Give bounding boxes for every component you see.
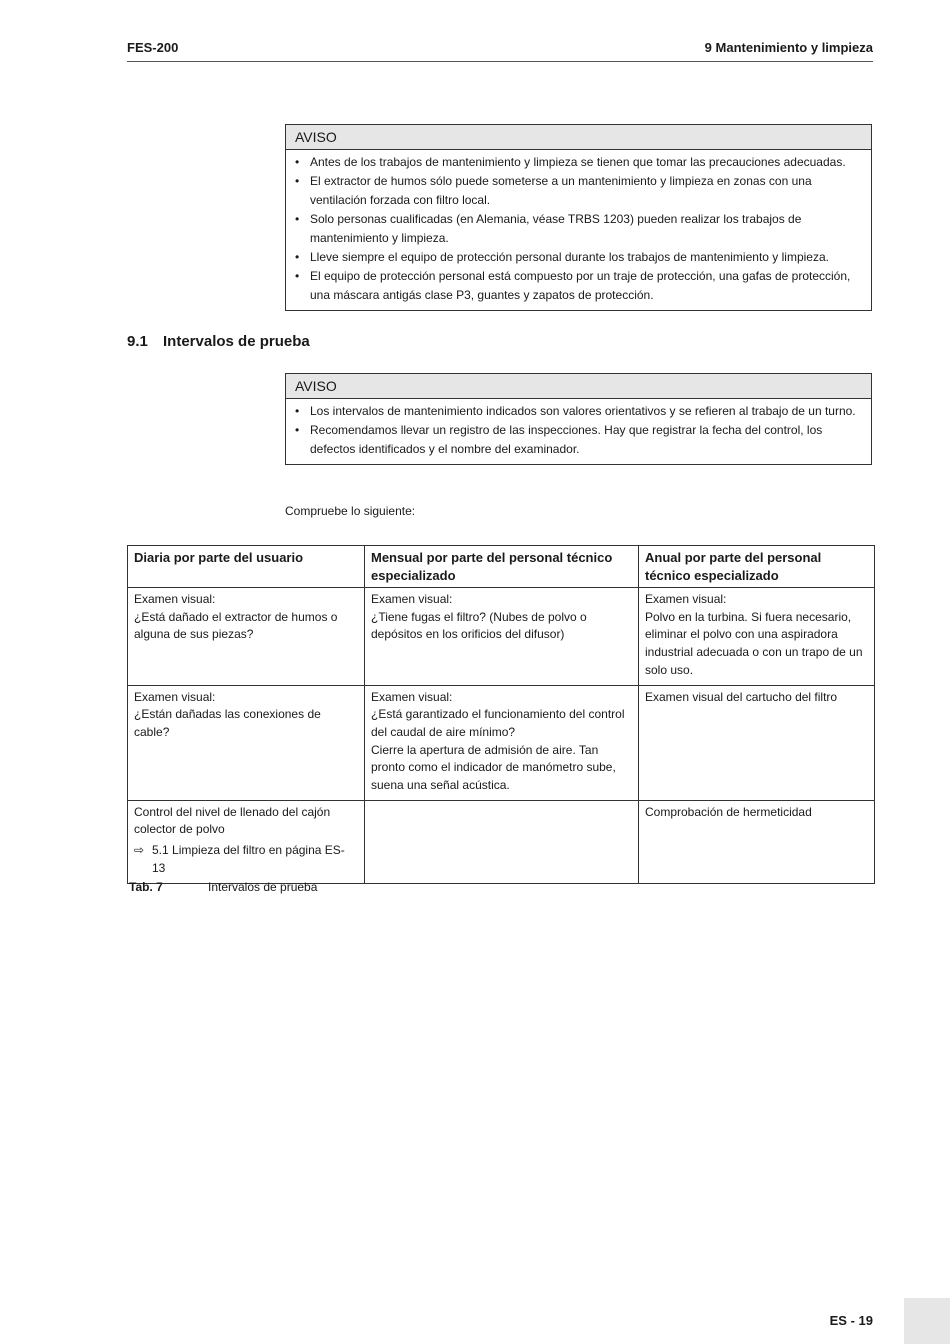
section-number: 9.1 bbox=[127, 333, 148, 350]
table-cell bbox=[365, 588, 639, 686]
table-cell bbox=[128, 685, 365, 800]
header-annual: Anual por parte del personal técnico especializado bbox=[639, 546, 875, 588]
table-row bbox=[128, 588, 875, 686]
table-caption-label: Tab. 7 bbox=[129, 880, 163, 894]
notice-item: • El extractor de humos sólo puede someterse a un mantenimiento y limpieza en zonas con una ventilación forzada con filtro local. bbox=[310, 172, 867, 210]
page-edge-tab bbox=[904, 1298, 950, 1344]
notice-list bbox=[286, 150, 871, 310]
notice-item: • Los intervalos de mantenimiento indicados son valores orientativos y se refieren al trabajo de un turno. bbox=[310, 402, 867, 421]
page-number: ES - 19 bbox=[829, 1313, 873, 1328]
cell-text: ¿Está garantizado el funcionamiento del control del caudal de aire mínimo? bbox=[371, 707, 625, 739]
table-cell bbox=[639, 800, 875, 883]
notice-item: • Recomendamos llevar un registro de las inspecciones. Hay que registrar la fecha del control, los defectos identificados y el nombre del examinador. bbox=[310, 421, 867, 459]
table-cell bbox=[639, 685, 875, 800]
header-divider bbox=[127, 61, 873, 62]
notice-item: • El equipo de protección personal está compuesto por un traje de protección, una gafas de protección, una máscara antigás clase P3, guantes y zapatos de protección. bbox=[310, 267, 867, 305]
cross-reference-text: 5.1 Limpieza del filtro en página ES-13 bbox=[152, 843, 345, 875]
cell-text: Examen visual: bbox=[134, 592, 216, 606]
cross-reference-link[interactable] bbox=[134, 842, 358, 877]
table-cell bbox=[128, 588, 365, 686]
cell-text: ¿Están dañadas las conexiones de cable? bbox=[134, 707, 321, 739]
table-cell-empty bbox=[365, 800, 639, 883]
section-heading bbox=[127, 333, 310, 350]
table-cell bbox=[365, 685, 639, 800]
cell-text: Control del nivel de llenado del cajón colector de polvo bbox=[134, 804, 331, 837]
notice-item: • Lleve siempre el equipo de protección personal durante los trabajos de mantenimiento y limpieza. bbox=[310, 248, 867, 267]
notice-list bbox=[286, 399, 871, 464]
table-caption bbox=[129, 880, 317, 894]
cell-text: Examen visual del cartucho del filtro bbox=[645, 689, 838, 704]
cell-text: ¿Está dañado el extractor de humos o alguna de sus piezas? bbox=[134, 609, 338, 642]
cell-text: Examen visual: bbox=[371, 689, 453, 704]
cell-text: Examen visual: bbox=[134, 689, 216, 704]
arrow-right-icon: ⇨ bbox=[134, 843, 145, 858]
table-header-row bbox=[128, 546, 875, 588]
cell-text: Polvo en la turbina. Si fuera necesario, eliminar el polvo con una aspiradora industrial adecuada o con un trapo de un solo uso. bbox=[645, 609, 863, 677]
table-cell bbox=[639, 588, 875, 686]
cell-text: Examen visual: bbox=[645, 592, 727, 606]
table-row bbox=[128, 800, 875, 883]
notice-title: AVISO bbox=[286, 374, 871, 399]
cell-text: Cierre la apertura de admisión de aire. Tan pronto como el indicador de manómetro sube, suena una señal acústica. bbox=[371, 742, 616, 793]
document-product-name: FES-200 bbox=[127, 40, 179, 55]
notice-item: • Solo personas cualificadas (en Alemania, véase TRBS 1203) pueden realizar los trabajos de mantenimiento y limpieza. bbox=[310, 210, 867, 248]
notice-box-intervals bbox=[285, 373, 872, 465]
header-daily: Diaria por parte del usuario bbox=[128, 546, 365, 588]
table-caption-text: Intervalos de prueba bbox=[208, 880, 318, 894]
cell-text: ¿Tiene fugas el filtro? (Nubes de polvo o depósitos en los orificios del difusor) bbox=[371, 609, 587, 642]
cell-text: Examen visual: bbox=[371, 592, 453, 606]
table-row bbox=[128, 685, 875, 800]
chapter-title: 9 Mantenimiento y limpieza bbox=[704, 40, 873, 55]
inspection-intervals-table bbox=[127, 545, 875, 884]
table-cell bbox=[128, 800, 365, 883]
header-monthly: Mensual por parte del personal técnico especializado bbox=[365, 546, 639, 588]
notice-box-safety bbox=[285, 124, 872, 311]
section-title: Intervalos de prueba bbox=[163, 333, 310, 350]
notice-title: AVISO bbox=[286, 125, 871, 150]
notice-item: • Antes de los trabajos de mantenimiento y limpieza se tienen que tomar las precauciones adecuadas. bbox=[310, 153, 867, 172]
cell-text: Comprobación de hermeticidad bbox=[645, 804, 812, 819]
intro-text: Compruebe lo siguiente: bbox=[285, 504, 416, 518]
